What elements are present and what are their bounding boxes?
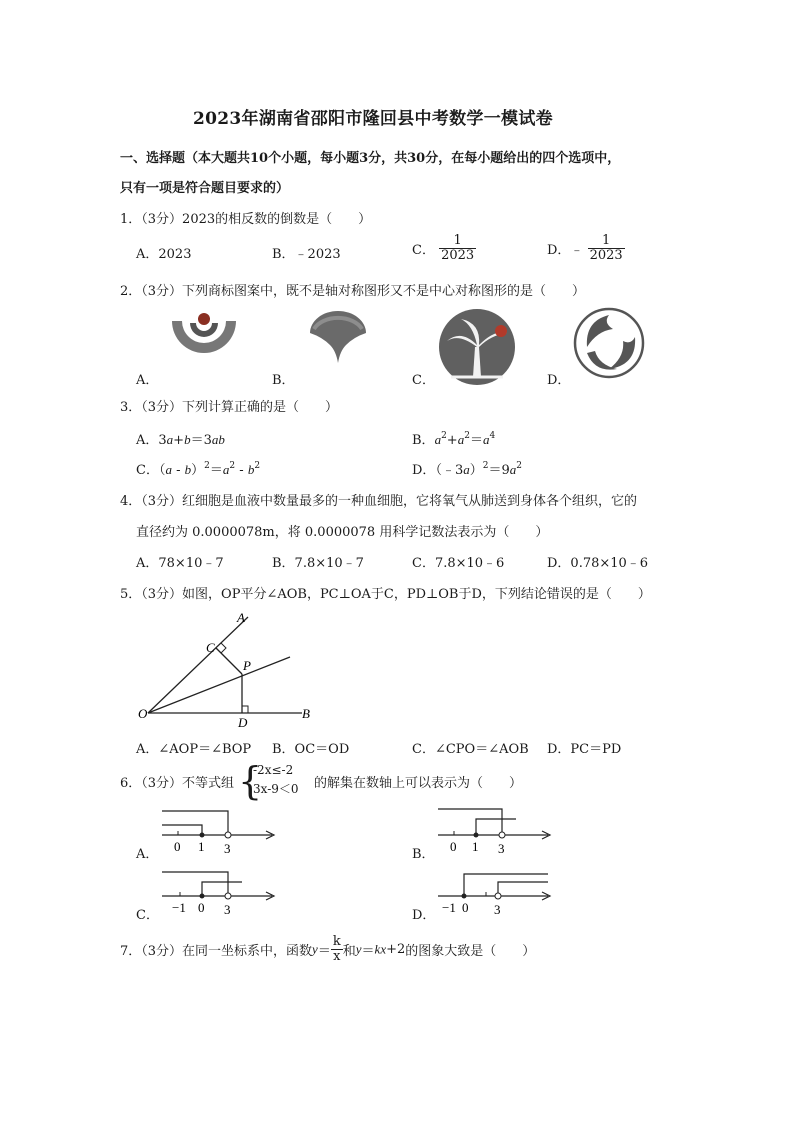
q1-option-d-fraction <box>588 234 625 263</box>
q7-stem-prefix: 7．（3分）在同一坐标系中，函数 <box>120 944 313 959</box>
q6-stem-prefix: 6．（3分）不等式组 <box>120 776 235 791</box>
tick-1: 1 <box>198 839 205 854</box>
q6-number-line-c <box>160 866 280 918</box>
tick-0: 0 <box>198 900 205 915</box>
tick-3: 3 <box>494 902 501 917</box>
section-heading-line1: 一、选择题（本大题共10个小题，每小题3分，共30分，在每小题给出的四个选项中， <box>120 151 621 166</box>
q3-option-a: A．3a+b＝3ab <box>136 432 225 448</box>
tick-3: 3 <box>224 902 231 917</box>
q1-option-d-label: D．﹣ <box>547 243 584 258</box>
q3-option-b: B．$a^2+a^2=a^4$ <box>412 431 496 448</box>
logo-a-image <box>164 311 244 383</box>
q1-option-d-numerator: 1 <box>588 234 625 249</box>
tick-0: 0 <box>174 839 181 854</box>
label-o: O <box>138 706 148 721</box>
q4-option-b: B．7.8×10﹣7 <box>272 556 364 571</box>
q1-option-c-denominator: 2023 <box>441 248 475 263</box>
label-c: C <box>206 640 215 655</box>
q3-option-c-label: C． <box>136 463 159 478</box>
tick-neg1: −1 <box>442 900 456 915</box>
q1-option-c-numerator: 1 <box>439 234 476 249</box>
label-b: B <box>302 706 310 721</box>
label-p: P <box>243 658 251 673</box>
q6-number-line-d <box>436 866 556 918</box>
tick-0: 0 <box>450 839 457 854</box>
q4-stem-line2: 直径约为 0.0000078m，将 0.0000078 用科学记数法表示为（ ） <box>136 525 549 540</box>
q7-fraction <box>331 935 343 964</box>
q1-stem: 1．（3分）2023的相反数的倒数是（ ） <box>120 212 372 227</box>
q1-option-b: B．﹣2023 <box>272 247 341 262</box>
q2-option-a: A． <box>136 373 159 388</box>
q4-option-d: D．0.78×10﹣6 <box>547 556 649 571</box>
q6-number-line-b <box>436 805 556 857</box>
q6-inequality-2: 3x-9＜0 <box>253 782 299 796</box>
q1-option-c-label: C． <box>412 243 435 258</box>
label-d: D <box>238 715 248 730</box>
q5-option-c: C．∠CPO＝∠AOB <box>412 742 529 757</box>
tick-1: 1 <box>472 839 479 854</box>
q4-option-c: C．7.8×10﹣6 <box>412 556 505 571</box>
segment-pc <box>216 648 242 674</box>
q5-angle-figure <box>130 605 330 730</box>
q6-inequality-1: -2x≤-2 <box>253 763 294 777</box>
q1-option-d <box>547 234 625 263</box>
q2-stem: 2．（3分）下列商标图案中，既不是轴对称图形又不是中心对称图形的是（ ） <box>120 284 586 299</box>
q2-option-d: D． <box>547 373 571 388</box>
q5-option-d: D．PC＝PD <box>547 742 622 757</box>
q5-option-a: A．∠AOP＝∠BOP <box>136 742 252 757</box>
q1-option-c-fraction <box>439 234 476 263</box>
q5-option-b: B．OC＝OD <box>272 742 350 757</box>
q2-option-b: B． <box>272 373 295 388</box>
paper-title: 2023年湖南省邵阳市隆回县中考数学一模试卷 <box>193 109 553 129</box>
tick-3: 3 <box>224 841 231 856</box>
q5-stem: 5．（3分）如图，OP平分∠AOB，PC⊥OA于C，PD⊥OB于D，下列结论错误的是（ ） <box>120 587 651 602</box>
q6-number-line-a <box>160 805 280 857</box>
tick-neg1: −1 <box>172 900 186 915</box>
q3-stem: 3．（3分）下列计算正确的是（ ） <box>120 400 339 415</box>
q1-option-a: A．2023 <box>136 247 192 262</box>
q7-stem: 7．（3分）在同一坐标系中，函数y＝ $\frac{k}{x}$ 和y＝kx+2的图象大致是（ ） <box>120 934 536 964</box>
ray-op <box>148 657 290 713</box>
q2-option-c: C． <box>412 373 435 388</box>
q6-option-b: B． <box>412 847 435 862</box>
q1-option-d-denominator: 2023 <box>589 248 623 263</box>
logo-c-image <box>437 307 517 387</box>
tick-0: 0 <box>462 900 469 915</box>
q3-option-d-label: D． <box>412 463 436 478</box>
q6-option-d: D． <box>412 908 436 923</box>
q3-option-a-label: A． <box>136 433 159 448</box>
right-angle-mark-d <box>242 706 248 713</box>
q6-option-a: A． <box>136 847 159 862</box>
q6-option-c: C． <box>136 908 159 923</box>
section-heading-line2: 只有一项是符合题目要求的） <box>120 181 290 196</box>
label-a: A <box>237 610 245 625</box>
logo-b-image <box>306 311 370 365</box>
q7-stem-suffix: 的图象大致是（ ） <box>405 944 536 959</box>
tick-3: 3 <box>498 841 505 856</box>
logo-d-image <box>573 307 645 379</box>
q6-stem-suffix: 的解集在数轴上可以表示为（ ） <box>314 776 523 791</box>
q7-fraction-numerator: k <box>332 934 341 949</box>
q3-option-d: D．$(﹣3a)^2=9a^2$ <box>412 461 522 478</box>
q4-stem-line1: 4．（3分）红细胞是血液中数量最多的一种血细胞，它将氧气从肺送到身体各个组织，它的 <box>120 494 638 509</box>
q4-option-a: A．78×10﹣7 <box>136 556 224 571</box>
q1-option-c <box>412 234 476 263</box>
q3-option-c: C．$(a - b)^2=a^2 - b^2$ <box>136 461 261 478</box>
right-angle-mark-c <box>221 643 226 653</box>
q7-fraction-denominator: x <box>333 949 341 964</box>
q3-option-b-label: B． <box>412 433 435 448</box>
q6-system-brace: { <box>238 759 263 803</box>
